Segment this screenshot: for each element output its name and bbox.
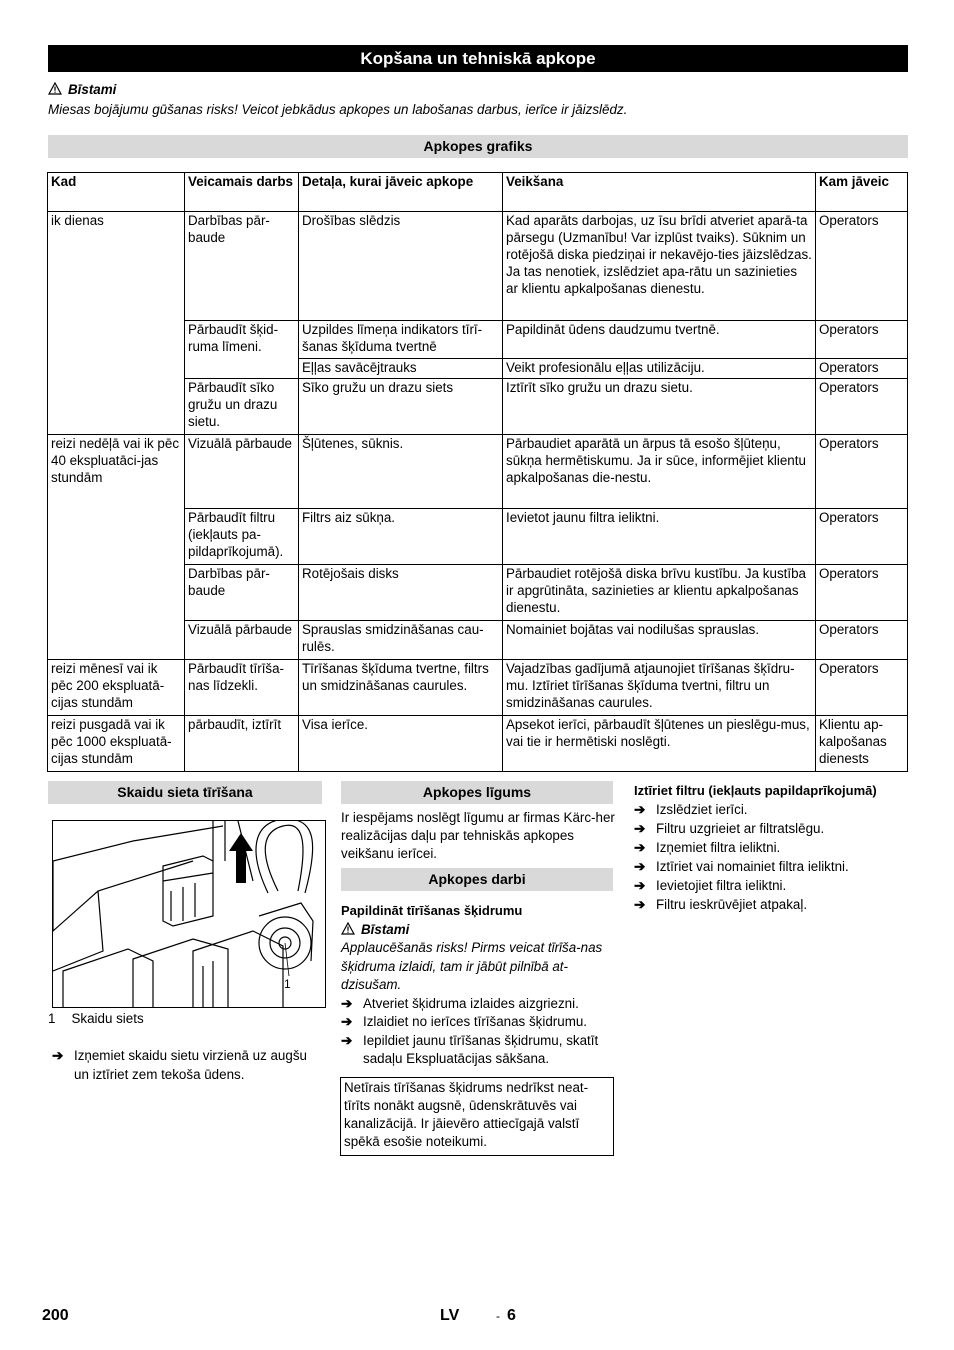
work-warning	[341, 921, 617, 940]
step-text: Izslēdziet ierīci.	[656, 802, 748, 817]
table-row	[48, 716, 908, 772]
cell-task: Vizuālā pārbaude	[185, 435, 299, 509]
arrow-right-icon: ➔	[341, 1032, 353, 1048]
cell-action: Apsekot ierīci, pārbaudīt šļūtenes un pieslēgu-mus, vai tie ir hermētiski noslēgti.	[503, 716, 816, 772]
figure-caption	[48, 1009, 322, 1028]
contract-section-title: Apkopes līgums	[341, 781, 613, 804]
step-text: Filtru ieskrūvējiet atpakaļ.	[656, 897, 808, 912]
cell-action: Papildināt ūdens daudzumu tvertnē.	[503, 321, 816, 359]
cell-part: Sprauslas smidzināšanas cau-rulēs.	[299, 621, 503, 660]
warning-label: Bīstami	[361, 921, 410, 937]
step-text: Ievietojiet filtra ieliktni.	[656, 878, 787, 893]
caption-text: Skaidu siets	[71, 1011, 144, 1026]
cell-task: Pārbaudīt filtru (iekļauts pa-pildaprīkojumā).	[185, 509, 299, 565]
cell-who: Operators	[816, 660, 908, 716]
cell-who: Operators	[816, 359, 908, 379]
filter-step	[634, 800, 912, 819]
cell-action: Vajadzības gadījumā atjaunojiet tīrīšanas šķīdru-mu. Iztīriet tīrīšanas šķīduma tvertni, filtru un smidzināšanas caurules.	[503, 660, 816, 716]
cell-when: reizi nedēļā vai ik pēc 40 ekspluatāci-jas stundām	[48, 435, 185, 660]
arrow-right-icon: ➔	[634, 840, 646, 855]
filter-step	[634, 838, 912, 857]
figure-callout-1: 1	[284, 977, 291, 991]
cell-when: reizi mēnesī vai ik pēc 200 ekspluatā-cijas stundām	[48, 660, 185, 716]
cell-action: Ievietot jaunu filtra ieliktni.	[503, 509, 816, 565]
warning-triangle-icon	[341, 922, 355, 935]
language-code: LV	[440, 1307, 460, 1324]
schedule-title: Apkopes grafiks	[48, 135, 908, 158]
step-text: Atveriet šķidruma izlaides aizgriezni.	[363, 995, 579, 1011]
warning-label: Bīstami	[68, 82, 117, 97]
cell-who: Operators	[816, 509, 908, 565]
cell-part: Drošības slēdzis	[299, 212, 503, 321]
col-header-part: Detaļa, kurai jāveic apkope	[299, 173, 503, 212]
cell-task: Darbības pār-baude	[185, 565, 299, 621]
cell-part: Uzpildes līmeņa indikators tīrī-šanas šķīduma tvertnē	[299, 321, 503, 359]
warning-text: Miesas bojājumu gūšanas risks! Veicot jebkādus apkopes un labošanas darbus, ierīce ir jāizslēdz.	[48, 102, 628, 117]
cell-who: Operators	[816, 379, 908, 435]
cell-action: Veikt profesionālu eļļas utilizāciju.	[503, 359, 816, 379]
arrow-right-icon: ➔	[341, 995, 353, 1011]
maintenance-schedule-table	[47, 172, 908, 772]
cell-when: reizi pusgadā vai ik pēc 1000 ekspluatā-cijas stundām	[48, 716, 185, 772]
cell-task: Darbības pār-baude	[185, 212, 299, 321]
cell-who: Operators	[816, 621, 908, 660]
cell-action: Nomainiet bojātas vai nodilušas sprauslas.	[503, 621, 816, 660]
step-text: Iepildiet jaunu tīrīšanas šķidrumu, skatīt sadaļu Ekspluatācijas sākšana.	[363, 1032, 599, 1066]
filter-step	[634, 819, 912, 838]
arrow-right-icon: ➔	[634, 878, 646, 893]
cell-action: Pārbaudiet rotējošā diska brīvu kustību. Ja kustība ir apgrūtināta, sazinieties ar klientu apkalpošanas dienestu.	[503, 565, 816, 621]
arrow-right-icon: ➔	[634, 859, 646, 874]
table-row	[48, 435, 908, 509]
cell-action: Iztīrīt sīko gružu un drazu sietu.	[503, 379, 816, 435]
cell-task: Pārbaudīt sīko gružu un drazu sietu.	[185, 379, 299, 435]
cell-when: ik dienas	[48, 212, 185, 435]
arrow-right-icon: ➔	[634, 821, 646, 836]
work-step	[341, 995, 617, 1014]
arrow-right-icon: ➔	[52, 1048, 64, 1063]
col-header-action: Veikšana	[503, 173, 816, 212]
cell-part: Šļūtenes, sūknis.	[299, 435, 503, 509]
environment-note: Netīrais tīrīšanas šķidrums nedrīkst neat-tīrīts nonākt augsnē, ūdenskrātuvēs vai kanalizācijā. Ir jāievēro attiecīgajā valstī spēkā esošie noteikumi.	[340, 1077, 614, 1156]
cell-part: Visa ierīce.	[299, 716, 503, 772]
cell-part: Eļļas savācējtrauks	[299, 359, 503, 379]
sieve-section-title: Skaidu sieta tīrīšana	[48, 781, 322, 804]
step-text: Iztīriet vai nomainiet filtra ieliktni.	[656, 859, 849, 874]
filter-section	[634, 781, 912, 914]
work-warning-text: Applaucēšanās risks! Pirms veicat tīrīša-nas šķidruma izlaidi, tam ir jābūt pilnībā at-dzisušam.	[341, 940, 603, 992]
sieve-illustration	[52, 820, 326, 1008]
cell-who: Operators	[816, 565, 908, 621]
footer-separator: -	[496, 1309, 500, 1323]
cell-who: Klientu ap-kalpošanas dienests	[816, 716, 908, 772]
page-number: 200	[42, 1307, 69, 1324]
cell-who: Operators	[816, 212, 908, 321]
work-section-title: Apkopes darbi	[341, 868, 613, 891]
cell-who: Operators	[816, 435, 908, 509]
step-text: Izņemiet skaidu sietu virzienā uz augšu un iztīriet zem tekoša ūdens.	[74, 1048, 307, 1082]
step-text: Filtru uzgrieiet ar filtratslēgu.	[656, 821, 825, 836]
step-text: Izņemiet filtra ieliktni.	[656, 840, 781, 855]
cell-task: pārbaudīt, iztīrīt	[185, 716, 299, 772]
cell-task: Pārbaudīt šķid-ruma līmeni.	[185, 321, 299, 379]
cell-task: Vizuālā pārbaude	[185, 621, 299, 660]
filter-step	[634, 857, 912, 876]
contract-text: Ir iespējams noslēgt līgumu ar firmas Kärc-her realizācijas daļu par tehniskās apkopes veikšanu ierīcei.	[341, 810, 615, 861]
section-page-number: 6	[507, 1307, 516, 1324]
table-row	[48, 660, 908, 716]
sieve-step	[52, 1046, 322, 1084]
work-section	[341, 902, 617, 1069]
section-title-banner: Kopšana un tehniskā apkope	[48, 45, 908, 72]
cell-part: Sīko gružu un drazu siets	[299, 379, 503, 435]
cell-action: Kad aparāts darbojas, uz īsu brīdi atveriet aparā-ta pārsegu (Uzmanību! Var izplūst tvaiks). Sūknim un rotējošā diska piedziņai ir nekavējo-ties jāizslēdzas. Ja tas nenotiek, izslēdziet apa-rātu un sazinieties ar klientu apkalpošanas dienestu.	[503, 212, 816, 321]
warning-triangle-icon	[48, 82, 62, 95]
cell-part: Tīrīšanas šķīduma tvertne, filtrs un smidzināšanas caurules.	[299, 660, 503, 716]
col-header-when: Kad	[48, 173, 185, 212]
work-step	[341, 1013, 617, 1032]
step-text: Izlaidiet no ierīces tīrīšanas šķidrumu.	[363, 1014, 588, 1029]
col-header-who: Kam jāveic	[816, 173, 908, 212]
filter-step	[634, 876, 912, 895]
arrow-right-icon: ➔	[634, 897, 646, 912]
cell-task: Pārbaudīt tīrīša-nas līdzekli.	[185, 660, 299, 716]
cell-action: Pārbaudiet aparātā un ārpus tā esošo šļūteņu, sūkņa hermētiskumu. Ja ir sūce, informējiet klientu apkalpošanas die-nestu.	[503, 435, 816, 509]
col-header-task: Veicamais darbs	[185, 173, 299, 212]
machine-drawing	[53, 821, 326, 1008]
arrow-right-icon: ➔	[634, 802, 646, 817]
table-row	[48, 212, 908, 321]
work-step	[341, 1032, 617, 1069]
cell-who: Operators	[816, 321, 908, 359]
caption-number: 1	[48, 1011, 56, 1026]
cell-part: Filtrs aiz sūkņa.	[299, 509, 503, 565]
table-header-row	[48, 173, 908, 212]
filter-title: Iztīriet filtru (iekļauts papildaprīkojumā)	[634, 783, 877, 798]
work-subtitle: Papildināt tīrīšanas šķidrumu	[341, 903, 523, 918]
danger-warning	[48, 80, 908, 120]
arrow-right-icon: ➔	[341, 1014, 353, 1029]
filter-step	[634, 895, 912, 914]
cell-part: Rotējošais disks	[299, 565, 503, 621]
